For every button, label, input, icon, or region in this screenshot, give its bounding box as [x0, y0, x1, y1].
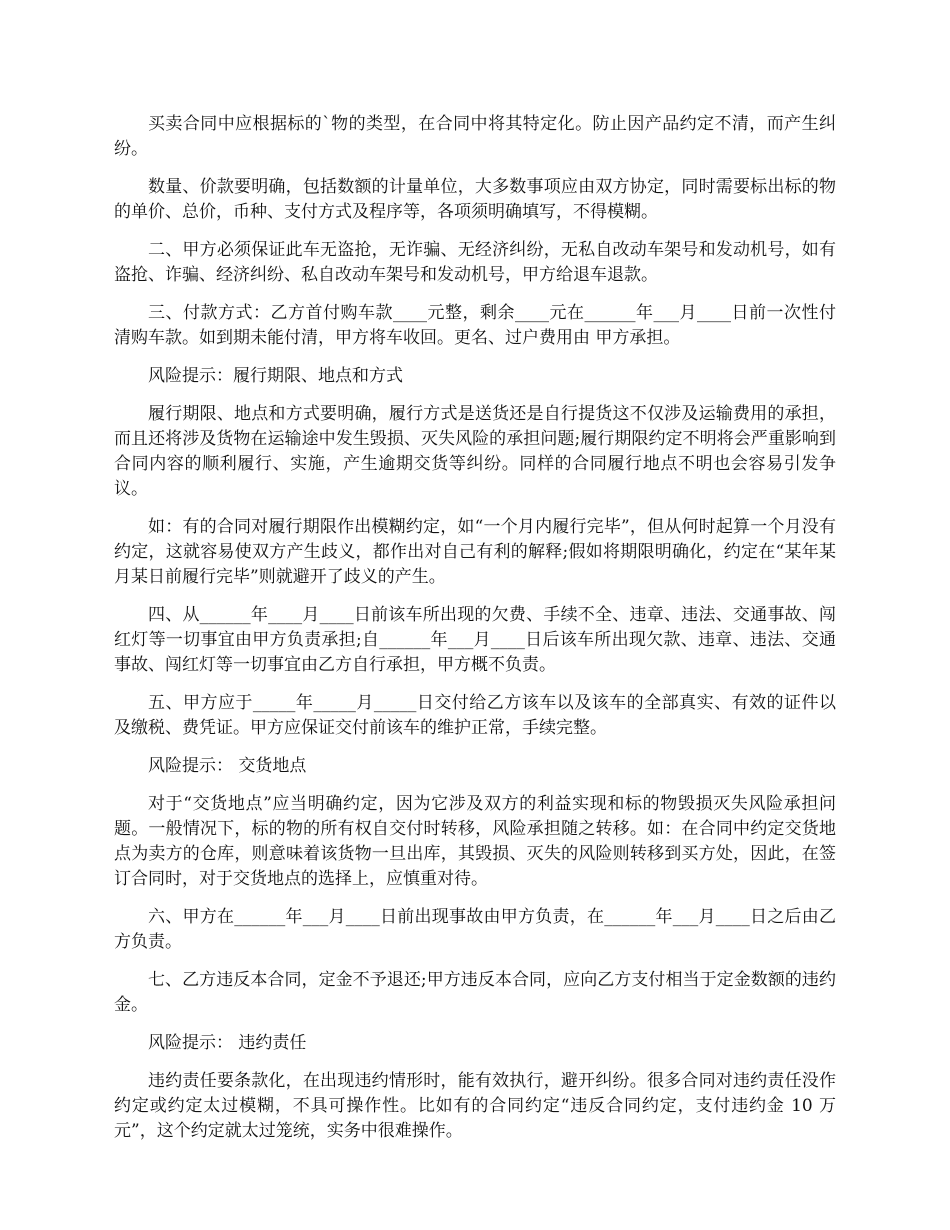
paragraph-clause-seven: 七、乙方违反本合同，定金不予退还;甲方违反本合同，应向乙方支付相当于定金数额的违约金。: [114, 970, 836, 1015]
paragraph-delivery-location: 对于“交货地点”应当明确约定，因为它涉及双方的利益实现和标的物毁损灭失风险承担问题。一般情况下，标的物的所有权自交付时转移，风险承担随之转移。如：在合同中约定交货地点为卖方的仓库，则意味着该货物一旦出库，其毁损、灭失的风险则转移到买方处，因此，在签订合同时，对于交货地点的选择上，应慎重对待。: [114, 794, 836, 889]
paragraph-clause-four: 四、从______年____月____日前该车所出现的欠费、手续不全、违章、违法、交通事故、闯红灯等一切事宜由甲方负责承担;自______年___月____日后该车所出现欠款、违章、违法、交通事故、闯红灯等一切事宜由乙方自行承担，甲方概不负责。: [114, 605, 836, 675]
paragraph-performance-terms: 履行期限、地点和方式要明确，履行方式是送货还是自行提货这不仅涉及运输费用的承担，而且还将涉及货物在运输途中发生毁损、灭失风险的承担问题;履行期限约定不明将会严重影响到合同内容的顺利履行、实施，产生逾期交货等纠纷。同样的合同履行地点不明也会容易引发争议。: [114, 404, 836, 499]
paragraph-clause-five: 五、甲方应于_____年_____月_____日交付给乙方该车以及该车的全部真实、有效的证件以及缴税、费凭证。甲方应保证交付前该车的维护正常，手续完整。: [114, 693, 836, 738]
paragraph-liability-terms: 违约责任要条款化，在出现违约情形时，能有效执行，避开纠纷。很多合同对违约责任没作约定或约定太过模糊，不具可操作性。比如有的合同约定“违反合同约定，支付违约金 10 万元”，这个约定就太过笼统，实务中很难操作。: [114, 1071, 836, 1141]
paragraph-clause-six: 六、甲方在______年___月____日前出现事故由甲方负责，在______年___月____日之后由乙方负责。: [114, 907, 836, 952]
paragraph-risk-heading-delivery: 风险提示： 交货地点: [148, 756, 307, 776]
paragraph-performance-example: 如：有的合同对履行期限作出模糊约定，如“一个月内履行完毕”，但从何时起算一个月没有约定，这就容易使双方产生歧义，都作出对自己有利的解释;假如将期限明确化，约定在“某年某月某日前履行完毕”则就避开了歧义的产生。: [114, 517, 836, 587]
paragraph-product-specification: 买卖合同中应根据标的`物的类型，在合同中将其特定化。防止因产品约定不清，而产生纠纷。: [114, 114, 836, 159]
paragraph-risk-heading-liability: 风险提示： 违约责任: [148, 1033, 307, 1053]
paragraph-clause-two: 二、甲方必须保证此车无盗抢，无诈骗、无经济纠纷，无私自改动车架号和发动机号，如有盗抢、诈骗、经济纠纷、私自改动车架号和发动机号，甲方给退车退款。: [114, 240, 836, 285]
paragraph-clause-three-payment: 三、付款方式：乙方首付购车款____元整，剩余____元在______年___月____日前一次性付清购车款。如到期未能付清，甲方将车收回。更名、过户费用由 甲方承担。: [114, 303, 836, 348]
paragraph-risk-heading-performance: 风险提示：履行期限、地点和方式: [148, 366, 403, 386]
document-body: [114, 112, 836, 1157]
paragraph-quantity-price: 数量、价款要明确，包括数额的计量单位，大多数事项应由双方协定，同时需要标出标的物的单价、总价，币种、支付方式及程序等，各项须明确填写，不得模糊。: [114, 177, 836, 222]
